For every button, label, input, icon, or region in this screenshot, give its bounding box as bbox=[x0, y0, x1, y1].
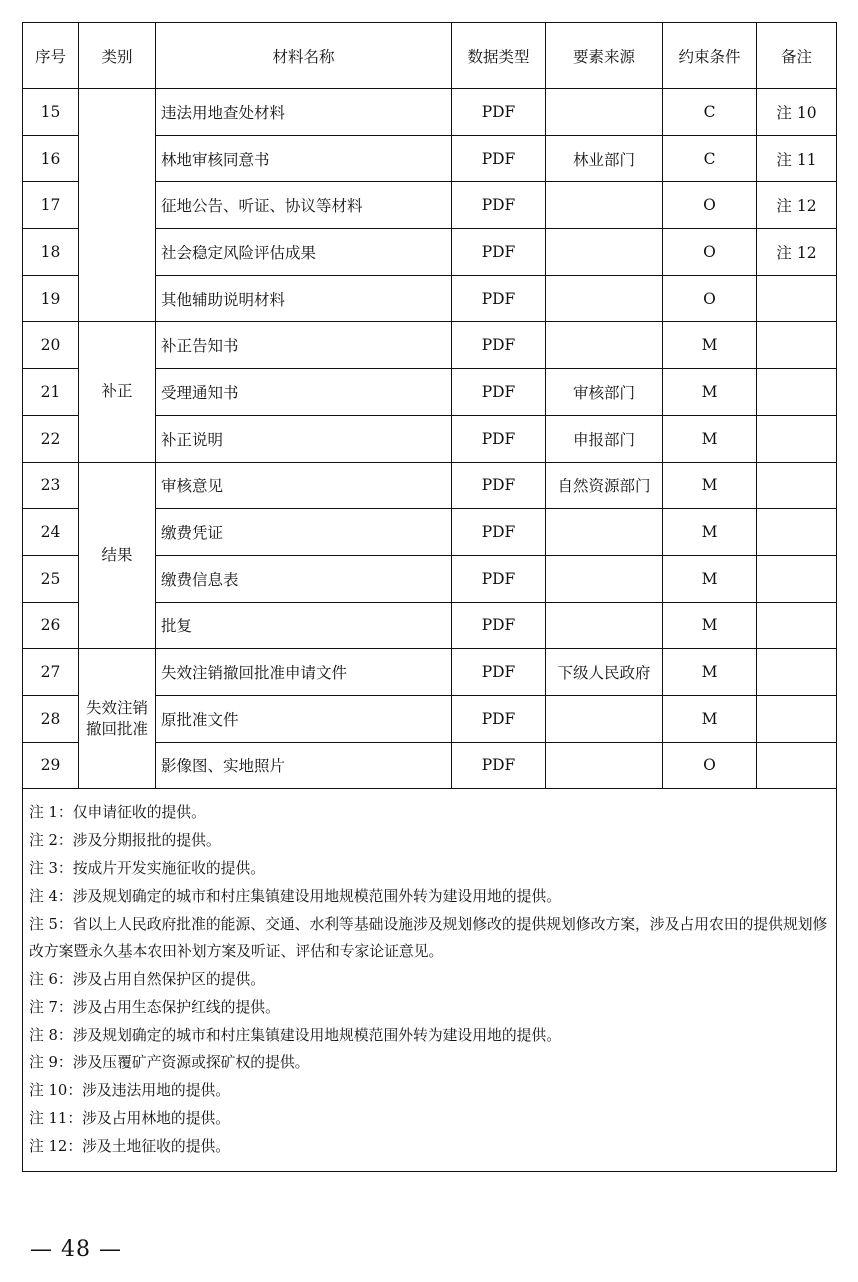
note-line: 注 6：涉及占用自然保护区的提供。 bbox=[29, 971, 266, 989]
page-number: — 48 — bbox=[30, 1237, 122, 1262]
notes-row bbox=[23, 789, 837, 1171]
table-body bbox=[23, 89, 837, 1172]
element-source-cell bbox=[546, 322, 663, 369]
material-name-cell: 其他辅助说明材料 bbox=[156, 275, 452, 322]
data-type-cell: PDF bbox=[452, 695, 546, 742]
material-name-cell: 征地公告、听证、协议等材料 bbox=[156, 182, 452, 229]
data-type-cell: PDF bbox=[452, 182, 546, 229]
note-line: 注 3：按成片开发实施征收的提供。 bbox=[29, 859, 266, 877]
data-type-cell: PDF bbox=[452, 369, 546, 416]
table-row bbox=[23, 649, 837, 696]
row-number-cell: 23 bbox=[23, 462, 79, 509]
element-source-cell bbox=[546, 555, 663, 602]
row-number-cell: 28 bbox=[23, 695, 79, 742]
row-number-cell: 19 bbox=[23, 275, 79, 322]
data-type-cell: PDF bbox=[452, 89, 546, 136]
remark-cell bbox=[757, 695, 837, 742]
row-number-cell: 20 bbox=[23, 322, 79, 369]
element-source-cell: 林业部门 bbox=[546, 135, 663, 182]
remark-cell bbox=[757, 415, 837, 462]
row-number-cell: 29 bbox=[23, 742, 79, 789]
remark-cell: 注 10 bbox=[757, 89, 837, 136]
data-type-cell: PDF bbox=[452, 602, 546, 649]
remark-cell: 注 12 bbox=[757, 182, 837, 229]
element-source-cell bbox=[546, 229, 663, 276]
element-source-cell: 自然资源部门 bbox=[546, 462, 663, 509]
row-number-cell: 21 bbox=[23, 369, 79, 416]
material-name-cell: 受理通知书 bbox=[156, 369, 452, 416]
header-cell-element-source: 要素来源 bbox=[546, 23, 663, 89]
data-type-cell: PDF bbox=[452, 555, 546, 602]
note-line: 注 4：涉及规划确定的城市和村庄集镇建设用地规模范围外转为建设用地的提供。 bbox=[29, 887, 562, 905]
note-line: 注 2：涉及分期报批的提供。 bbox=[29, 832, 221, 850]
constraint-cell: M bbox=[663, 602, 757, 649]
data-type-cell: PDF bbox=[452, 322, 546, 369]
materials-table bbox=[22, 22, 837, 1172]
data-type-cell: PDF bbox=[452, 742, 546, 789]
remark-cell bbox=[757, 462, 837, 509]
data-type-cell: PDF bbox=[452, 509, 546, 556]
row-number-cell: 26 bbox=[23, 602, 79, 649]
remark-cell bbox=[757, 555, 837, 602]
note-line: 注 9：涉及压覆矿产资源或探矿权的提供。 bbox=[29, 1054, 310, 1072]
constraint-cell: C bbox=[663, 89, 757, 136]
constraint-cell: O bbox=[663, 229, 757, 276]
row-number-cell: 17 bbox=[23, 182, 79, 229]
category-cell: 结果 bbox=[79, 462, 156, 649]
data-type-cell: PDF bbox=[452, 135, 546, 182]
note-line: 注 8：涉及规划确定的城市和村庄集镇建设用地规模范围外转为建设用地的提供。 bbox=[29, 1026, 562, 1044]
material-name-cell: 缴费凭证 bbox=[156, 509, 452, 556]
constraint-cell: M bbox=[663, 369, 757, 416]
material-name-cell: 林地审核同意书 bbox=[156, 135, 452, 182]
category-cell bbox=[79, 89, 156, 322]
remark-cell bbox=[757, 649, 837, 696]
material-name-cell: 补正告知书 bbox=[156, 322, 452, 369]
element-source-cell bbox=[546, 182, 663, 229]
note-line: 注 11：涉及占用林地的提供。 bbox=[29, 1110, 231, 1128]
element-source-cell bbox=[546, 509, 663, 556]
table-row bbox=[23, 322, 837, 369]
note-line: 注 5：省以上人民政府批准的能源、交通、水利等基础设施涉及规划修改的提供规划修改方案，涉及占用农田的提供规划修改方案暨永久基本农田补划方案及听证、评估和专家论证意见。 bbox=[29, 915, 828, 961]
element-source-cell: 申报部门 bbox=[546, 415, 663, 462]
notes-cell bbox=[23, 789, 837, 1171]
data-type-cell: PDF bbox=[452, 649, 546, 696]
material-name-cell: 社会稳定风险评估成果 bbox=[156, 229, 452, 276]
note-line: 注 1：仅申请征收的提供。 bbox=[29, 804, 206, 822]
material-name-cell: 失效注销撤回批准申请文件 bbox=[156, 649, 452, 696]
constraint-cell: M bbox=[663, 555, 757, 602]
material-name-cell: 原批准文件 bbox=[156, 695, 452, 742]
remark-cell: 注 11 bbox=[757, 135, 837, 182]
element-source-cell bbox=[546, 275, 663, 322]
element-source-cell bbox=[546, 89, 663, 136]
header-cell-constraint: 约束条件 bbox=[663, 23, 757, 89]
note-line: 注 10：涉及违法用地的提供。 bbox=[29, 1082, 231, 1100]
row-number-cell: 24 bbox=[23, 509, 79, 556]
header-cell-category: 类别 bbox=[79, 23, 156, 89]
data-type-cell: PDF bbox=[452, 229, 546, 276]
remark-cell bbox=[757, 602, 837, 649]
element-source-cell bbox=[546, 602, 663, 649]
data-type-cell: PDF bbox=[452, 462, 546, 509]
data-type-cell: PDF bbox=[452, 415, 546, 462]
material-name-cell: 审核意见 bbox=[156, 462, 452, 509]
constraint-cell: M bbox=[663, 415, 757, 462]
material-name-cell: 补正说明 bbox=[156, 415, 452, 462]
remark-cell: 注 12 bbox=[757, 229, 837, 276]
material-name-cell: 违法用地查处材料 bbox=[156, 89, 452, 136]
material-name-cell: 影像图、实地照片 bbox=[156, 742, 452, 789]
constraint-cell: O bbox=[663, 182, 757, 229]
row-number-cell: 27 bbox=[23, 649, 79, 696]
header-cell-remark: 备注 bbox=[757, 23, 837, 89]
element-source-cell: 下级人民政府 bbox=[546, 649, 663, 696]
row-number-cell: 22 bbox=[23, 415, 79, 462]
remark-cell bbox=[757, 369, 837, 416]
header-cell-data-type: 数据类型 bbox=[452, 23, 546, 89]
constraint-cell: O bbox=[663, 275, 757, 322]
table-row bbox=[23, 462, 837, 509]
note-line: 注 7：涉及占用生态保护红线的提供。 bbox=[29, 998, 280, 1016]
row-number-cell: 15 bbox=[23, 89, 79, 136]
material-name-cell: 缴费信息表 bbox=[156, 555, 452, 602]
table-header-row bbox=[23, 23, 837, 89]
constraint-cell: M bbox=[663, 462, 757, 509]
element-source-cell bbox=[546, 695, 663, 742]
constraint-cell: M bbox=[663, 322, 757, 369]
constraint-cell: C bbox=[663, 135, 757, 182]
data-type-cell: PDF bbox=[452, 275, 546, 322]
category-cell: 补正 bbox=[79, 322, 156, 462]
constraint-cell: M bbox=[663, 695, 757, 742]
element-source-cell: 审核部门 bbox=[546, 369, 663, 416]
remark-cell bbox=[757, 275, 837, 322]
note-line: 注 12：涉及土地征收的提供。 bbox=[29, 1137, 231, 1155]
remark-cell bbox=[757, 322, 837, 369]
constraint-cell: M bbox=[663, 649, 757, 696]
row-number-cell: 18 bbox=[23, 229, 79, 276]
header-cell-number: 序号 bbox=[23, 23, 79, 89]
remark-cell bbox=[757, 509, 837, 556]
constraint-cell: M bbox=[663, 509, 757, 556]
header-cell-material-name: 材料名称 bbox=[156, 23, 452, 89]
category-cell: 失效注销撤回批准 bbox=[79, 649, 156, 789]
constraint-cell: O bbox=[663, 742, 757, 789]
material-name-cell: 批复 bbox=[156, 602, 452, 649]
row-number-cell: 25 bbox=[23, 555, 79, 602]
element-source-cell bbox=[546, 742, 663, 789]
table-row bbox=[23, 89, 837, 136]
remark-cell bbox=[757, 742, 837, 789]
row-number-cell: 16 bbox=[23, 135, 79, 182]
